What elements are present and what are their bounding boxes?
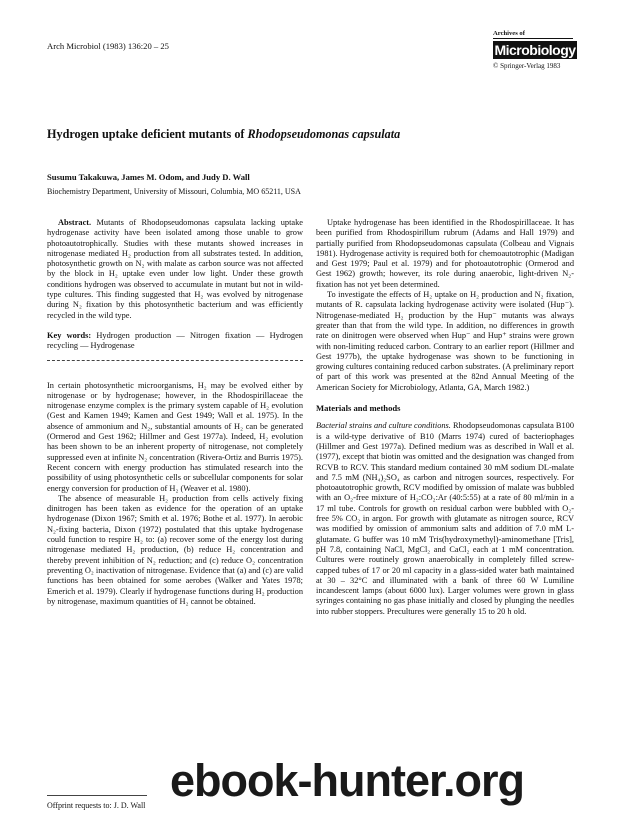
intro-paragraph-4: To investigate the effects of H₂ uptake on H₂ production and N₂ fixation, mutants of R. capsulata lacking hydrogenase activity were isolated (Hup⁻). Nitrogenase-mediated H₂ production by the Hup⁻ mutants was always greater than that from the wild type. In addition, no differences in growth rate on dinitrogen were observed when Hup⁻ and Hup⁺ strains were grown with non-limiting reduced carbon. Contrary to an earlier report (Hillmer and Gest 1977b), the uptake hydrogenase was shown to be functioning in growing cultures containing reduced carbon substrates. (A preliminary report of part of this work was presented at the 82nd Annual Meeting of the American Society for Microbiology, Atlanta, GA, March 1982.) [316,290,574,392]
intro-paragraph-1: In certain photosynthetic microorganisms, H₂ may be evolved either by nitrogenase or by hydrogenase; however, in the Rhodospirillaceae the nitrogenase enzyme complex is the primary system capable of H₂ evolution (Gest and Kamen 1949; Kamen and Gest 1949; Wall et al. 1975). In the absence of ammonium and N₂, substantial amounts of H₂ can be generated (Ormerod and Gest 1962; Hillmer and Gest 1977a). Indeed, H₂ evolution has been shown to be an inherent property of nitrogenase, not completely suppressed even at infinite N₂ concentration (Rivera-Ortiz and Burris 1975). Recent concern with energy production has stimulated research into the possibility of using photosynthetic cells or subcellular components for solar energy conversion for production of H₂ (Weaver et al. 1980). [47,380,303,493]
abstract-text: Mutants of Rhodopseudomonas capsulata lacking uptake hydrogenase activity have been isolated among those unable to grow photoautotrophically. Studies with these mutants showed increases in nitrogenase mediated H₂ production from all substrates tested. In addition, photosynthetic growth on N₂ with malate as carbon source was not affected by the block in H₂ uptake even under low light. Under these growth conditions hydrogen was observed to accumulate in mutant but not in wild-type cultures. This finding suggested that H₂ was evolved by nitrogenase during N₂ fixation by this photosynthetic bacterium and was efficiently recycled in the wild type. [47,218,303,320]
footnote-rule [47,795,147,796]
watermark: ebook-hunter.org [170,755,524,806]
journal-masthead [493,30,577,70]
keywords-text: Hydrogen production — Nitrogen fixation — Hydrogen recycling — Hydrogenase [47,330,303,351]
methods-text: Rhodopseudomonas capsulata B100 is a wild-type derivative of B10 (Marrs 1974) cured of bacteriophages (Hillmer and Gest 1977a). Defined medium was as described in Wall et al. (1977), except that biotin was omitted and the designation was changed from RCVB to RCV. This standard medium contained 30 mM sodium DL-malate and 7.5 mM (NH₄)₂SO₄ as carbon and nitrogen sources, respectively. For photoautotrophic growth, RCV modified by omission of malate was bubbled with an O₂-free mixture of H₂:CO₂:Ar (40:5:55) at a rate of 80 ml/min in a 17 ml tube. Controls for growth on residual carbon were bubbled with O₂-free 5% CO₂ in argon. For growth with glutamate as nitrogen source, RCV was modified by omission of ammonium salts and addition of 7.0 mM L-glutamate. G buffer was 10 mM Tris(hydroxymethyl)-aminomethane [Tris], pH 7.8, containing NaCl, MgCl₂ and CaCl₂ each at 1 mM concentration. Cultures were routinely grown anaerobically in completely filled screw-capped tubes of 17 or 20 ml capacity in a glass-sided water bath maintained at 30 – 32°C and illuminated with a bank of three 60 W Lumiline incandescent lamps (about 6000 lux). Larger volumes were grown in glass syringes containing no gas phase initially and closed by plunging the needles into rubber stoppers. Precultures were generally 15 to 20 h old. [316,421,574,616]
affiliation: Biochemistry Department, University of Missouri, Columbia, MO 65211, USA [47,187,301,196]
keywords-label: Key words: [47,330,92,340]
intro-paragraph-2: The absence of measurable H₂ production from cells actively fixing dinitrogen has been taken as evidence for the operation of an uptake hydrogenase (Dixon 1967; Smith et al. 1976; Bothe et al. 1977). In aerobic N₂-fixing bacteria, Dixon (1972) postulated that this uptake hydrogenase could function to respire H₂ to: (a) recover some of the energy lost during nitrogenase mediated H₂ production, (b) reduce H₂ concentration and thereby prevent inhibition of N₂ reduction; and (c) reduce O₂ concentration preventing O₂ inactivation of nitrogenase. Evidence that (a) and (c) are valid functions has been obtained for some aerobes (Walker and Yates 1978; Emerich et al. 1979). Clearly if hydrogenase functions during H₂ production by nitrogenase, maximum quantities of H₂ cannot be obtained. [47,493,303,606]
authors: Susumu Takakuwa, James M. Odom, and Judy D. Wall [47,172,250,182]
journal-logo: Microbiology [494,42,576,58]
methods-subhead: Bacterial strains and culture conditions. [316,421,451,431]
abstract [47,218,303,321]
title-italic: Rhodopseudomonas capsulata [247,127,401,141]
methods-heading: Materials and methods [316,403,401,414]
abstract-label: Abstract. [58,218,92,227]
journal-small-title: Archives of [493,30,573,39]
journal-citation: Arch Microbiol (1983) 136:20 – 25 [47,41,169,51]
copyright-line: © Springer-Verlag 1983 [493,62,561,70]
right-column [316,218,574,617]
keywords [47,331,303,352]
methods-paragraph [316,421,574,617]
offprint-note: Offprint requests to: J. D. Wall [47,801,146,810]
paper-title: Hydrogen uptake deficient mutants of Rhodopseudomonas capsulata [47,127,401,141]
intro-paragraph-3: Uptake hydrogenase has been identified in the Rhodospirillaceae. It has been purified from Rhodospirillum rubrum (Adams and Hall 1979) and partially purified from Rhodopseudomonas capsulata (Colbeau and Vignais 1981). Hydrogenase activity is required both for chemoautotrophic (Madigan and Gest 1979; Paul et al. 1979) and for photoautotrophic (Ormerod and Gest 1962) growth; however, its role during anaerobic, light-driven N₂-fixation has not yet been determined. [316,218,574,289]
left-column [47,218,303,607]
